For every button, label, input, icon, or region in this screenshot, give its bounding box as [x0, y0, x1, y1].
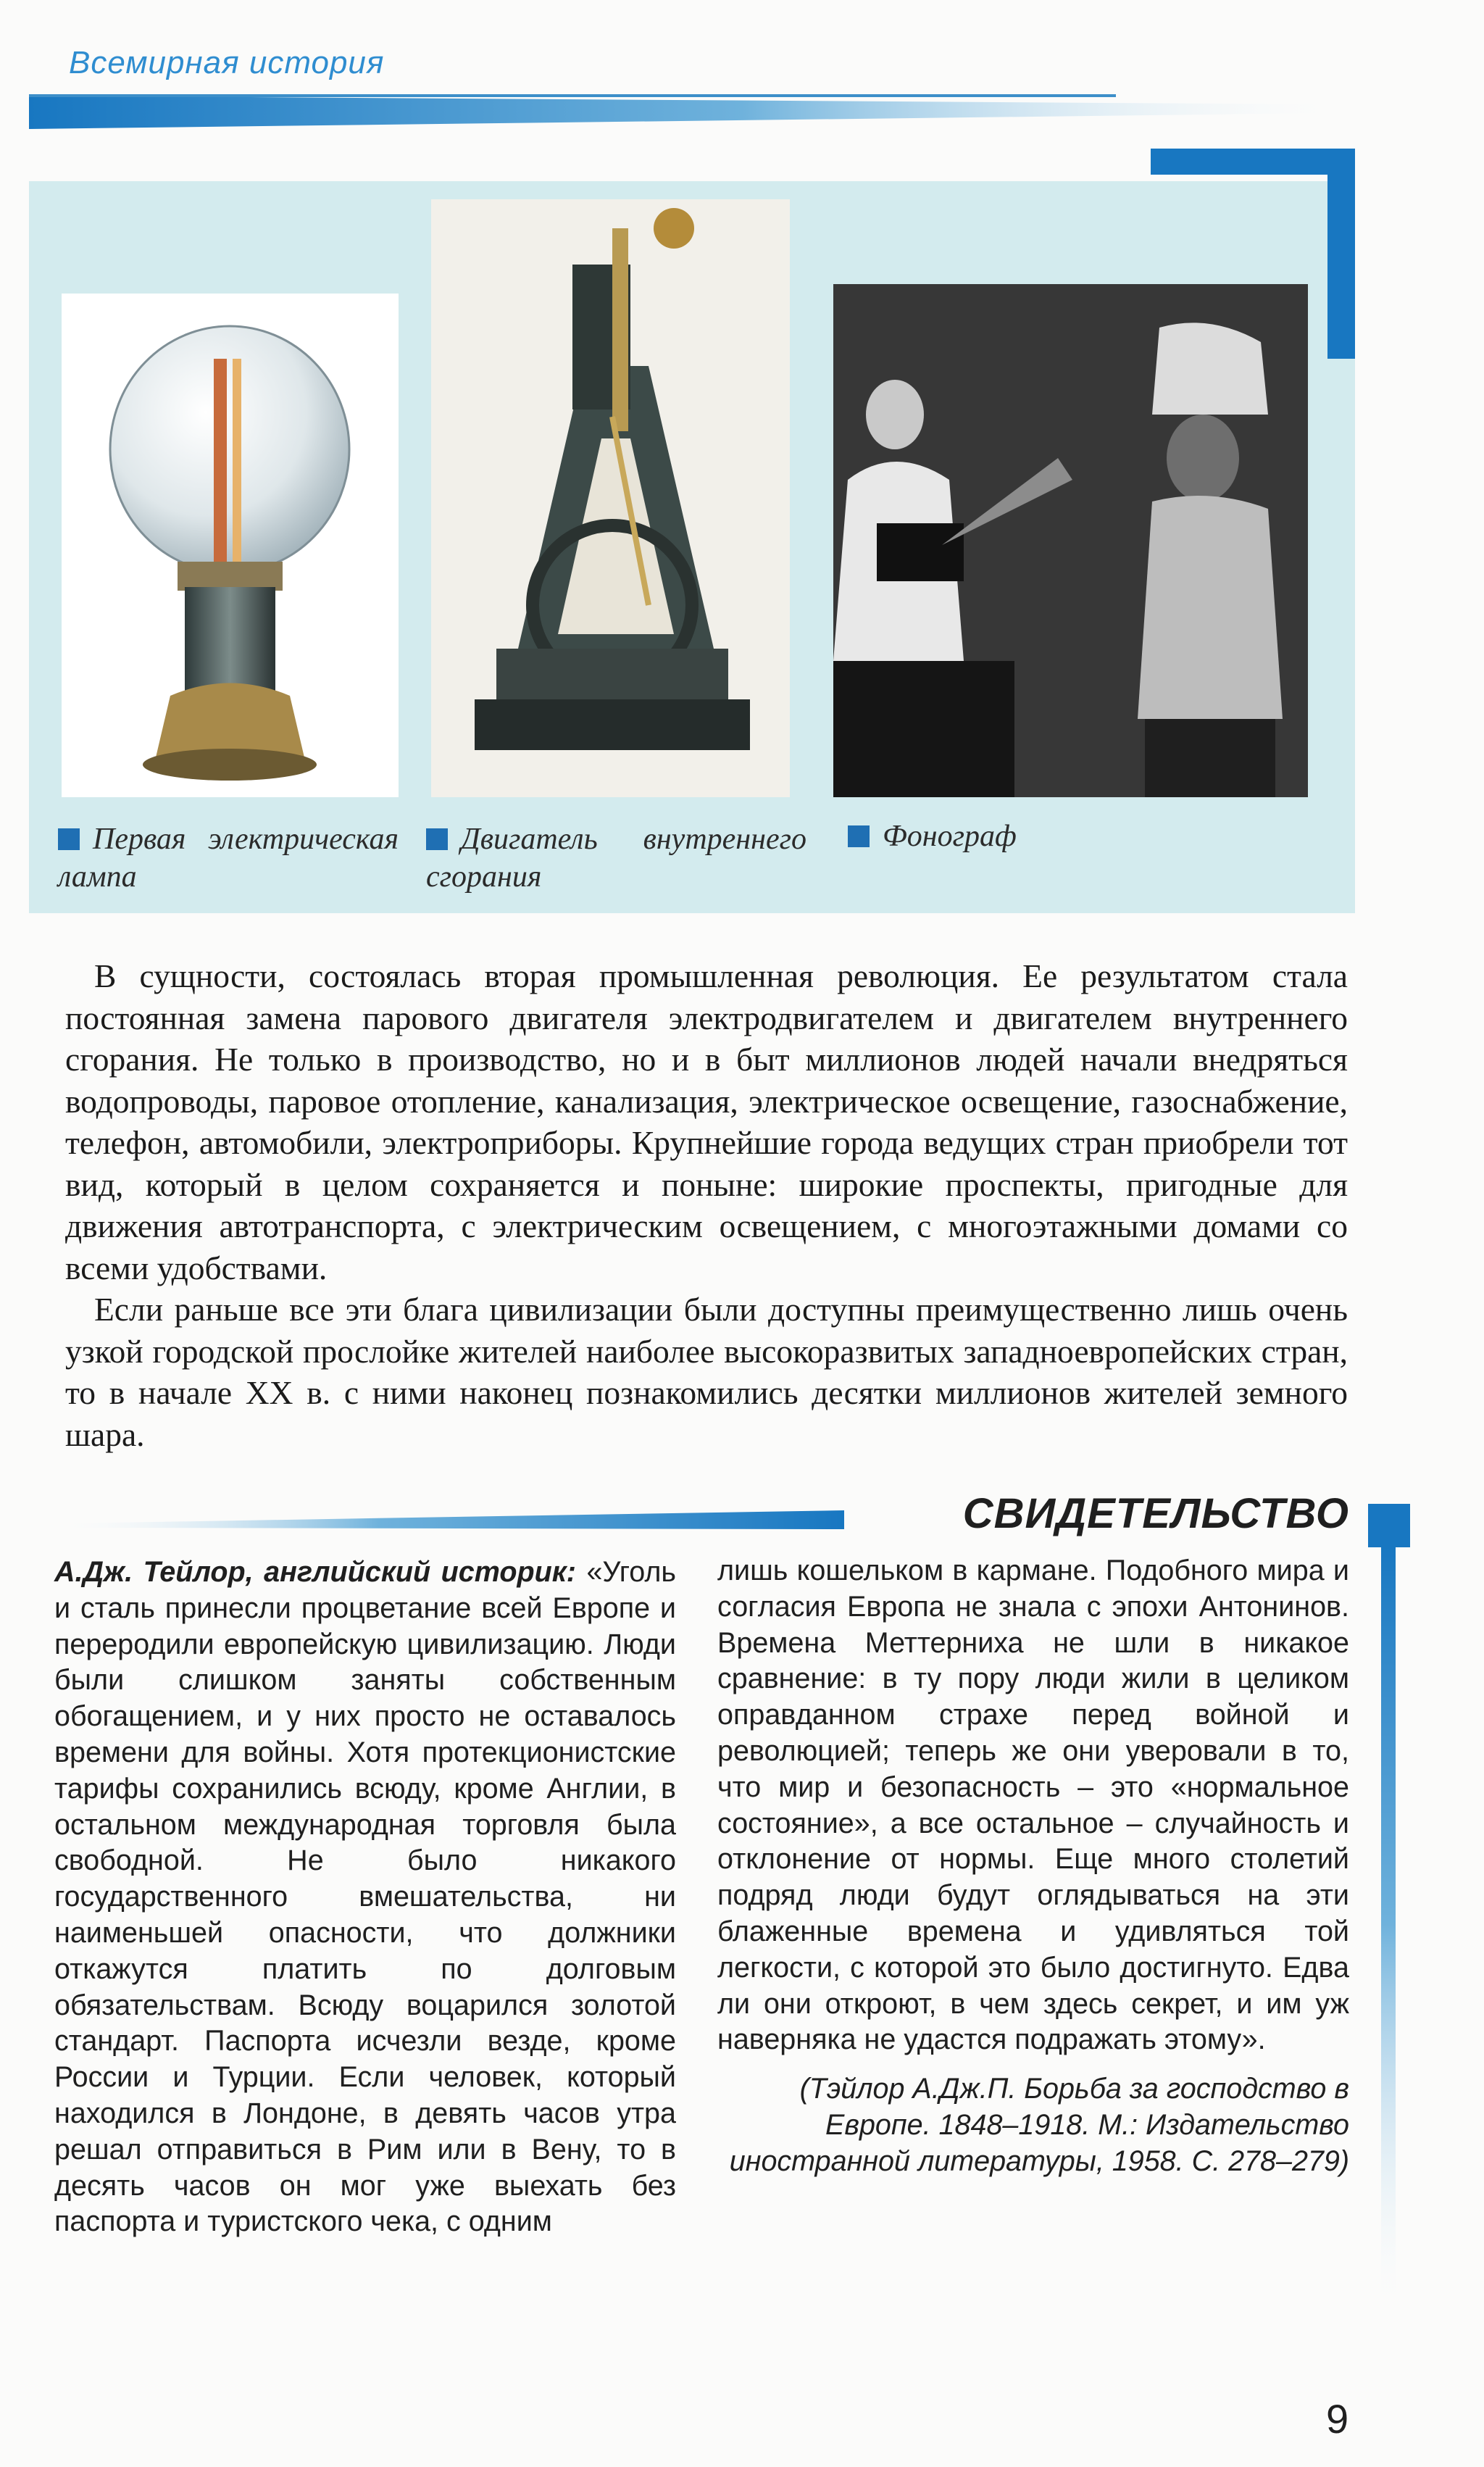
- evidence-text-right: лишь кошельком в кармане. Подобного мира и согласия Европа не знала с эпохи Антонинов. Времена Меттерниха не шли в никакое сравнение: в ту пору люди жили в целиком оправданном страхе перед войной и революцией; теперь же они уверовали в то, что мир и безопасность – это «нормальное состояние», а все остальное – случайность и отклонение от нормы. Еще много столетий подряд люди будут оглядываться на эти блаженные времена и удивляться той легкости, с которой это было достигнуто. Едва ли они откроют, в чем здесь секрет, и им уж наверняка не удастся подражать этому».: [717, 1555, 1349, 2056]
- panel-corner-accent: [1151, 149, 1355, 175]
- evidence-right-column: [717, 1553, 1349, 2180]
- panel-corner-accent-vertical: [1327, 149, 1355, 359]
- caption-marker-icon: [58, 828, 80, 850]
- caption-marker-icon: [426, 828, 448, 850]
- evidence-corner-accent: [1368, 1504, 1410, 1547]
- evidence-gradient-rule: [69, 1507, 844, 1532]
- caption-electric-lamp: Первая электрическая лампа: [58, 823, 399, 894]
- evidence-text-left: «Уголь и сталь принесли процветание всей Европе и переродили европейскую цивилизацию. Люди были слишком заняты собственным обогащением, и у них просто не оставалось времени для войны. Хотя протекционистские тарифы сохранились всюду, кроме Англии, в остальном международная торговля была свободной. Не было никакого государственного вмешательства, ни наименьшей опасности, что должники откажутся платить по долговым обязательствам. Всюду воцарился золотой стандарт. Паспорта исчезли везде, кроме России и Турции. Если человек, который находился в Лондоне, в девять часов утра решал отправиться в Рим или в Вену, то в десять часов он мог уже выехать без паспорта и туристского чека, с одним: [54, 1556, 677, 2238]
- caption-marker-icon: [848, 825, 870, 847]
- main-paragraph: В сущности, состоялась вторая промышленная революция. Ее результатом стала постоянная замена парового двигателя электродвигателем и двигателем внутреннего сгорания. Не только в производство, но и в быт миллионов людей начали внедряться водопроводы, паровое отопление, канализация, электрическое освещение, газоснабжение, телефон, автомобили, электроприборы. Крупнейшие города ведущих стран приобрели тот вид, который в целом сохраняется и поныне: широкие проспекты, пригодные для движения автотранспорта, с электрическим освещением, с многоэтажными домами со всеми удобствами.: [65, 957, 1348, 1286]
- photo-phonograph: [833, 284, 1308, 797]
- main-text: [65, 955, 1348, 1455]
- evidence-left-column: [54, 1555, 676, 2240]
- photo-combustion-engine: [431, 199, 790, 797]
- caption-phonograph: Фонограф: [848, 818, 1152, 855]
- page-number: 9: [1326, 2396, 1349, 2442]
- evidence-source: (Тэйлор А.Дж.П. Борьба за господство в Европе. 1848–1918. М.: Издательство иностранной литературы, 1958. С. 278–279): [729, 2073, 1349, 2177]
- photo-electric-lamp: [62, 294, 399, 797]
- header-gradient-rule: [29, 88, 1326, 130]
- evidence-author: А.Дж. Тейлор, английский историк:: [54, 1556, 576, 1588]
- evidence-title: СВИДЕТЕЛЬСТВО: [962, 1490, 1349, 1537]
- caption-combustion-engine: Двигатель внутреннего сгорания: [426, 823, 806, 894]
- main-paragraph: Если раньше все эти блага цивилизации были доступны преимущественно лишь очень узкой городской прослойке жителей наиболее высокоразвитых западноевропейских стран, то в начале XX в. с ними наконец познакомились десятки миллионов жителей земного шара.: [65, 1291, 1348, 1453]
- running-header: Всемирная история: [69, 45, 385, 80]
- evidence-side-rule: [1377, 1547, 1400, 2301]
